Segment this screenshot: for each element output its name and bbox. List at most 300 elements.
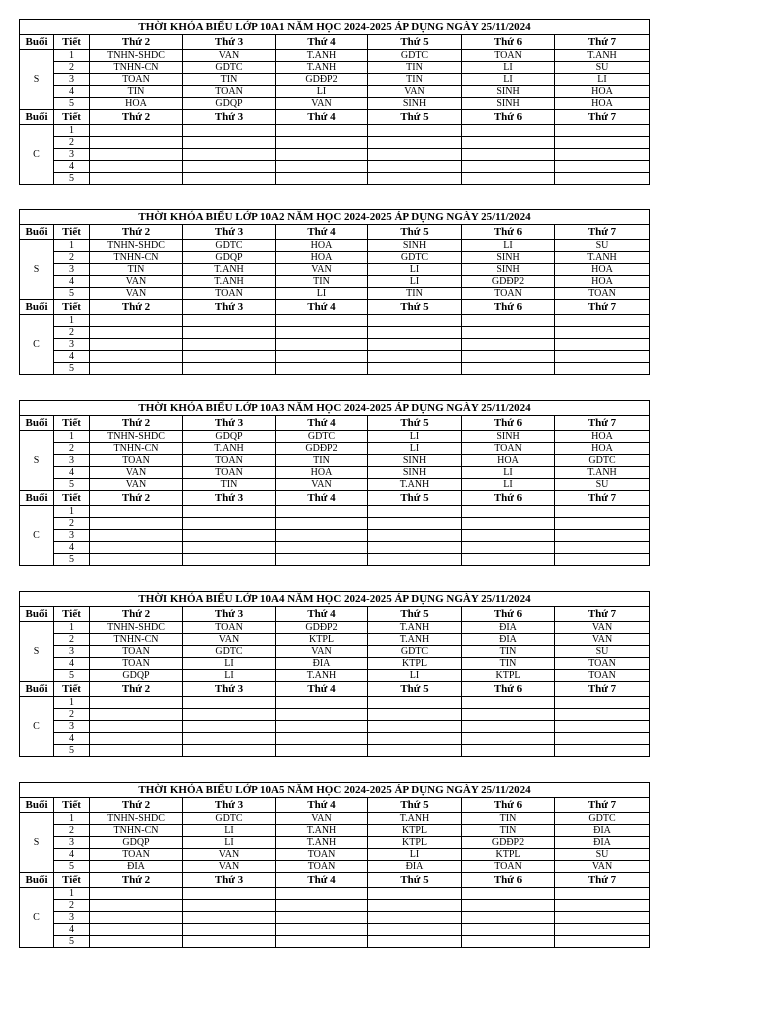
subject-cell [183, 530, 276, 542]
subject-cell: TOAN [90, 646, 183, 658]
table-row [20, 431, 650, 443]
subject-cell: T.ANH [276, 825, 368, 837]
column-header-day: Thứ 5 [368, 607, 462, 622]
column-header-day: Thứ 2 [90, 225, 183, 240]
column-header-tiet: Tiết [54, 873, 90, 888]
subject-cell [368, 149, 462, 161]
period-number: 1 [54, 315, 90, 327]
table-row [20, 327, 650, 339]
subject-cell [368, 351, 462, 363]
subject-cell: TOAN [90, 849, 183, 861]
period-number: 3 [54, 912, 90, 924]
subject-cell [555, 363, 650, 375]
table-row [20, 622, 650, 634]
period-number: 2 [54, 634, 90, 646]
subject-cell [183, 327, 276, 339]
subject-cell [555, 173, 650, 185]
subject-cell [183, 554, 276, 566]
subject-cell [90, 161, 183, 173]
subject-cell [183, 149, 276, 161]
subject-cell [555, 530, 650, 542]
table-row [20, 351, 650, 363]
subject-cell [276, 900, 368, 912]
subject-cell: SU [555, 240, 650, 252]
period-number: 4 [54, 542, 90, 554]
column-header-buoi: Buổi [20, 110, 54, 125]
period-number: 5 [54, 98, 90, 110]
subject-cell: VAN [276, 813, 368, 825]
subject-cell: TNHN-SHDC [90, 240, 183, 252]
subject-cell [462, 912, 555, 924]
subject-cell: T.ANH [276, 62, 368, 74]
subject-cell [183, 709, 276, 721]
column-header-buoi: Buổi [20, 416, 54, 431]
column-header-day: Thứ 6 [462, 110, 555, 125]
subject-cell: GDQP [183, 252, 276, 264]
period-number: 3 [54, 530, 90, 542]
table-row [20, 149, 650, 161]
column-header-day: Thứ 4 [276, 491, 368, 506]
subject-cell [276, 912, 368, 924]
subject-cell [276, 125, 368, 137]
period-number: 2 [54, 62, 90, 74]
column-header-day: Thứ 4 [276, 873, 368, 888]
column-header-buoi: Buổi [20, 873, 54, 888]
subject-cell [555, 542, 650, 554]
subject-cell: TNHN-CN [90, 62, 183, 74]
subject-cell: LI [276, 86, 368, 98]
period-number: 2 [54, 252, 90, 264]
subject-cell [276, 721, 368, 733]
table-row [20, 721, 650, 733]
subject-cell: LI [183, 837, 276, 849]
table-row [20, 315, 650, 327]
subject-cell: VAN [368, 86, 462, 98]
subject-cell [90, 721, 183, 733]
subject-cell [462, 173, 555, 185]
subject-cell [183, 542, 276, 554]
timetable-title: THỜI KHÓA BIỂU LỚP 10A5 NĂM HỌC 2024-2025 ÁP DỤNG NGÀY 25/11/2024 [20, 783, 650, 798]
subject-cell [183, 721, 276, 733]
session-label: C [20, 697, 54, 757]
table-row [20, 62, 650, 74]
subject-cell [90, 327, 183, 339]
subject-cell [462, 721, 555, 733]
subject-cell [276, 697, 368, 709]
subject-cell [276, 149, 368, 161]
subject-cell [90, 125, 183, 137]
subject-cell: T.ANH [555, 50, 650, 62]
column-header-day: Thứ 5 [368, 300, 462, 315]
subject-cell: SINH [368, 240, 462, 252]
column-header-day: Thứ 3 [183, 798, 276, 813]
period-number: 4 [54, 467, 90, 479]
table-row [20, 709, 650, 721]
subject-cell: TIN [183, 479, 276, 491]
subject-cell [555, 351, 650, 363]
subject-cell: TNHN-CN [90, 443, 183, 455]
period-number: 4 [54, 924, 90, 936]
subject-cell: KTPL [368, 825, 462, 837]
period-number: 2 [54, 443, 90, 455]
period-number: 3 [54, 455, 90, 467]
period-number: 1 [54, 240, 90, 252]
column-header-day: Thứ 7 [555, 798, 650, 813]
subject-cell: LI [462, 74, 555, 86]
subject-cell [90, 339, 183, 351]
subject-cell: LI [368, 264, 462, 276]
subject-cell [555, 912, 650, 924]
timetable-title: THỜI KHÓA BIỂU LỚP 10A1 NĂM HỌC 2024-2025 ÁP DỤNG NGÀY 25/11/2024 [20, 20, 650, 35]
subject-cell: GDTC [368, 252, 462, 264]
subject-cell [462, 327, 555, 339]
subject-cell [183, 315, 276, 327]
subject-cell: LI [183, 825, 276, 837]
subject-cell [276, 924, 368, 936]
subject-cell [90, 506, 183, 518]
timetable-title: THỜI KHÓA BIỂU LỚP 10A3 NĂM HỌC 2024-2025 ÁP DỤNG NGÀY 25/11/2024 [20, 401, 650, 416]
subject-cell [90, 888, 183, 900]
table-row [20, 825, 650, 837]
subject-cell [90, 697, 183, 709]
subject-cell: TIN [368, 288, 462, 300]
subject-cell: T.ANH [276, 670, 368, 682]
subject-cell: TOAN [462, 288, 555, 300]
table-row [20, 240, 650, 252]
session-label: S [20, 431, 54, 491]
table-row [20, 658, 650, 670]
column-header-day: Thứ 6 [462, 300, 555, 315]
subject-cell: HOA [90, 98, 183, 110]
subject-cell: TNHN-CN [90, 825, 183, 837]
subject-cell: GDTC [183, 813, 276, 825]
subject-cell: HOA [276, 240, 368, 252]
subject-cell [555, 888, 650, 900]
column-header-buoi: Buổi [20, 491, 54, 506]
table-row [20, 74, 650, 86]
subject-cell [462, 137, 555, 149]
subject-cell: T.ANH [555, 252, 650, 264]
subject-cell [368, 518, 462, 530]
period-number: 1 [54, 431, 90, 443]
subject-cell [276, 339, 368, 351]
period-number: 5 [54, 173, 90, 185]
period-number: 2 [54, 900, 90, 912]
subject-cell: GDĐP2 [276, 74, 368, 86]
period-number: 1 [54, 125, 90, 137]
subject-cell [462, 542, 555, 554]
column-header-day: Thứ 4 [276, 225, 368, 240]
column-header-day: Thứ 2 [90, 798, 183, 813]
period-number: 4 [54, 733, 90, 745]
subject-cell [555, 745, 650, 757]
column-header-day: Thứ 5 [368, 682, 462, 697]
period-number: 2 [54, 518, 90, 530]
subject-cell [183, 137, 276, 149]
subject-cell [90, 900, 183, 912]
subject-cell: VAN [183, 634, 276, 646]
subject-cell [555, 900, 650, 912]
table-row [20, 646, 650, 658]
column-header-day: Thứ 2 [90, 607, 183, 622]
subject-cell [368, 125, 462, 137]
subject-cell: TOAN [90, 74, 183, 86]
period-number: 4 [54, 86, 90, 98]
table-row [20, 900, 650, 912]
column-header-day: Thứ 5 [368, 873, 462, 888]
subject-cell: T.ANH [183, 264, 276, 276]
column-header-tiet: Tiết [54, 225, 90, 240]
column-header-day: Thứ 3 [183, 225, 276, 240]
subject-cell: LI [183, 670, 276, 682]
column-header-tiet: Tiết [54, 300, 90, 315]
subject-cell [462, 888, 555, 900]
period-number: 5 [54, 288, 90, 300]
table-row [20, 161, 650, 173]
column-header-day: Thứ 6 [462, 416, 555, 431]
subject-cell [276, 709, 368, 721]
table-row [20, 837, 650, 849]
subject-cell [276, 530, 368, 542]
column-header-day: Thứ 2 [90, 300, 183, 315]
table-row [20, 813, 650, 825]
subject-cell [276, 161, 368, 173]
subject-cell: LI [276, 288, 368, 300]
column-header-day: Thứ 7 [555, 416, 650, 431]
subject-cell [90, 315, 183, 327]
subject-cell: T.ANH [276, 837, 368, 849]
subject-cell: GDTC [368, 50, 462, 62]
period-number: 1 [54, 697, 90, 709]
subject-cell [555, 721, 650, 733]
column-header-tiet: Tiết [54, 682, 90, 697]
subject-cell: VAN [90, 479, 183, 491]
table-row [20, 479, 650, 491]
session-label: S [20, 240, 54, 300]
column-header-day: Thứ 4 [276, 35, 368, 50]
subject-cell [555, 125, 650, 137]
table-row [20, 849, 650, 861]
subject-cell: KTPL [368, 837, 462, 849]
table-row [20, 288, 650, 300]
table-row [20, 554, 650, 566]
subject-cell: HOA [462, 455, 555, 467]
subject-cell: ĐIA [462, 634, 555, 646]
subject-cell: TNHN-SHDC [90, 431, 183, 443]
subject-cell: VAN [555, 634, 650, 646]
column-header-day: Thứ 4 [276, 607, 368, 622]
subject-cell: VAN [90, 288, 183, 300]
subject-cell: VAN [555, 622, 650, 634]
table-row [20, 252, 650, 264]
subject-cell [368, 912, 462, 924]
column-header-day: Thứ 2 [90, 491, 183, 506]
subject-cell [462, 125, 555, 137]
column-header-day: Thứ 3 [183, 300, 276, 315]
column-header-day: Thứ 7 [555, 873, 650, 888]
period-number: 4 [54, 658, 90, 670]
period-number: 2 [54, 709, 90, 721]
subject-cell [555, 315, 650, 327]
column-header-day: Thứ 3 [183, 110, 276, 125]
table-row [20, 861, 650, 873]
subject-cell: TOAN [555, 288, 650, 300]
period-number: 5 [54, 479, 90, 491]
session-label: S [20, 50, 54, 110]
subject-cell: SU [555, 479, 650, 491]
subject-cell: VAN [183, 849, 276, 861]
subject-cell: SU [555, 849, 650, 861]
subject-cell: GDTC [555, 455, 650, 467]
subject-cell: TOAN [183, 455, 276, 467]
table-row [20, 506, 650, 518]
subject-cell: TIN [183, 74, 276, 86]
subject-cell [183, 900, 276, 912]
subject-cell [462, 339, 555, 351]
subject-cell [368, 339, 462, 351]
subject-cell [368, 506, 462, 518]
table-row [20, 455, 650, 467]
subject-cell: TOAN [555, 670, 650, 682]
period-number: 2 [54, 137, 90, 149]
table-row [20, 697, 650, 709]
subject-cell: GDTC [183, 240, 276, 252]
column-header-day: Thứ 4 [276, 110, 368, 125]
subject-cell [462, 936, 555, 948]
subject-cell: TIN [276, 455, 368, 467]
subject-cell [555, 554, 650, 566]
subject-cell: VAN [276, 98, 368, 110]
subject-cell [276, 363, 368, 375]
subject-cell: TOAN [183, 622, 276, 634]
period-number: 5 [54, 670, 90, 682]
subject-cell: TNHN-CN [90, 252, 183, 264]
table-row [20, 50, 650, 62]
subject-cell: VAN [183, 50, 276, 62]
subject-cell: KTPL [462, 849, 555, 861]
subject-cell: HOA [555, 431, 650, 443]
subject-cell: KTPL [368, 658, 462, 670]
subject-cell [555, 161, 650, 173]
timetable-title: THỜI KHÓA BIỂU LỚP 10A4 NĂM HỌC 2024-2025 ÁP DỤNG NGÀY 25/11/2024 [20, 592, 650, 607]
subject-cell: TOAN [555, 658, 650, 670]
subject-cell: LI [368, 276, 462, 288]
subject-cell: T.ANH [368, 634, 462, 646]
period-number: 1 [54, 50, 90, 62]
table-row [20, 125, 650, 137]
subject-cell: TNHN-SHDC [90, 813, 183, 825]
subject-cell [90, 530, 183, 542]
column-header-day: Thứ 3 [183, 491, 276, 506]
subject-cell: ĐIA [276, 658, 368, 670]
subject-cell: VAN [555, 861, 650, 873]
subject-cell [90, 745, 183, 757]
subject-cell [183, 912, 276, 924]
column-header-tiet: Tiết [54, 35, 90, 50]
subject-cell [462, 745, 555, 757]
subject-cell: TOAN [183, 288, 276, 300]
session-label: C [20, 506, 54, 566]
subject-cell: TIN [462, 658, 555, 670]
column-header-tiet: Tiết [54, 607, 90, 622]
session-label: S [20, 813, 54, 873]
column-header-day: Thứ 6 [462, 682, 555, 697]
subject-cell [462, 161, 555, 173]
subject-cell: TOAN [183, 467, 276, 479]
period-number: 1 [54, 813, 90, 825]
column-header-day: Thứ 7 [555, 607, 650, 622]
subject-cell: HOA [555, 98, 650, 110]
subject-cell [276, 542, 368, 554]
subject-cell: HOA [555, 264, 650, 276]
subject-cell [462, 363, 555, 375]
column-header-day: Thứ 4 [276, 300, 368, 315]
session-label: C [20, 125, 54, 185]
subject-cell [462, 506, 555, 518]
subject-cell: TOAN [90, 658, 183, 670]
subject-cell [276, 733, 368, 745]
subject-cell [462, 900, 555, 912]
table-row [20, 888, 650, 900]
subject-cell: VAN [276, 479, 368, 491]
subject-cell: TIN [462, 646, 555, 658]
subject-cell [90, 733, 183, 745]
subject-cell [368, 363, 462, 375]
table-row [20, 467, 650, 479]
table-row [20, 339, 650, 351]
timetable-10a3 [19, 400, 650, 566]
period-number: 3 [54, 149, 90, 161]
subject-cell [183, 936, 276, 948]
subject-cell: TOAN [183, 86, 276, 98]
subject-cell [90, 709, 183, 721]
subject-cell [276, 745, 368, 757]
subject-cell: ĐIA [555, 825, 650, 837]
subject-cell: GDTC [183, 646, 276, 658]
column-header-day: Thứ 2 [90, 35, 183, 50]
column-header-day: Thứ 7 [555, 682, 650, 697]
subject-cell [555, 697, 650, 709]
subject-cell [462, 518, 555, 530]
subject-cell: SU [555, 62, 650, 74]
subject-cell [90, 518, 183, 530]
subject-cell [90, 363, 183, 375]
period-number: 3 [54, 646, 90, 658]
subject-cell: TIN [276, 276, 368, 288]
subject-cell [462, 530, 555, 542]
table-row [20, 276, 650, 288]
subject-cell [90, 912, 183, 924]
column-header-day: Thứ 6 [462, 35, 555, 50]
subject-cell [462, 733, 555, 745]
table-row [20, 363, 650, 375]
subject-cell [462, 149, 555, 161]
subject-cell: GDQP [90, 837, 183, 849]
subject-cell: T.ANH [368, 622, 462, 634]
subject-cell: TIN [462, 813, 555, 825]
subject-cell [368, 733, 462, 745]
subject-cell [555, 709, 650, 721]
table-row [20, 518, 650, 530]
subject-cell: TIN [90, 264, 183, 276]
period-number: 5 [54, 861, 90, 873]
subject-cell: SINH [368, 98, 462, 110]
subject-cell: T.ANH [368, 479, 462, 491]
subject-cell [276, 506, 368, 518]
column-header-buoi: Buổi [20, 300, 54, 315]
period-number: 3 [54, 837, 90, 849]
subject-cell: TIN [368, 74, 462, 86]
